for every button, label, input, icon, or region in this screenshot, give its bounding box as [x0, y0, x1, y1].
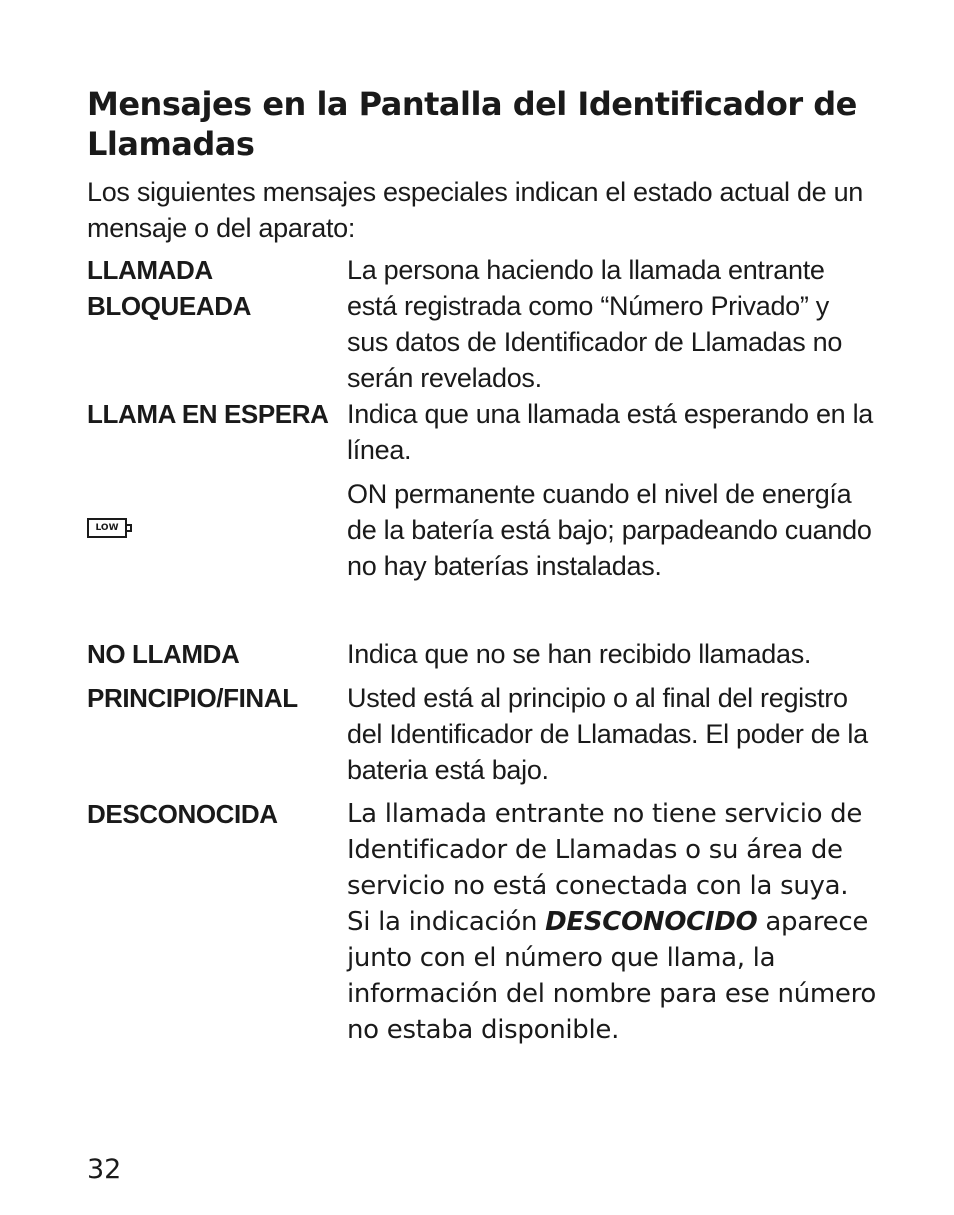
description-text-after: aparece junto con el número que llama, la información del nombre para ese número no estaba disponible.: [347, 907, 877, 1045]
message-term: NO LLAMDA: [87, 639, 240, 669]
message-list: [87, 252, 877, 1048]
intro-paragraph: Los siguientes mensajes especiales indican el estado actual de un mensaje o del aparato:: [87, 177, 864, 243]
message-description: La persona haciendo la llamada entrante está registrada como “Número Privado” y sus datos de Identificador de Llamadas no serán revelados.: [347, 255, 843, 393]
document-page: [87, 84, 877, 1048]
message-description: ON permanente cuando el nivel de energía de la batería está bajo; parpadeando cuando no hay baterías instaladas.: [347, 479, 872, 581]
message-row-llamada-bloqueada: [87, 252, 877, 396]
message-term: DESCONOCIDA: [87, 799, 278, 829]
message-row-desconocida: [87, 796, 877, 1048]
message-row-low-battery: [87, 476, 877, 628]
battery-cap: [127, 524, 132, 532]
message-description: Usted está al principio o al final del registro del Identificador de Llamadas. El poder de la bateria está bajo.: [347, 683, 868, 785]
message-description: Indica que no se han recibido llamadas.: [347, 639, 812, 669]
low-battery-icon: [87, 518, 127, 538]
page-number: 32: [87, 1154, 122, 1185]
message-row-principio-final: [87, 680, 877, 788]
low-battery-label: LOW: [95, 523, 119, 533]
page-title: Mensajes en la Pantalla del Identificador de Llamadas: [87, 85, 857, 163]
message-description: Indica que una llamada está esperando en la línea.: [347, 399, 873, 465]
message-term-icon: [87, 476, 347, 628]
description-text-before: La llamada entrante no tiene servicio de Identificador de Llamadas o su área de servicio no está conectada con la suya. Si la indicación: [347, 799, 863, 937]
description-emphasis: DESCONOCIDO: [545, 907, 758, 937]
message-description: [347, 796, 877, 1048]
message-term: PRINCIPIO/FINAL: [87, 683, 298, 713]
message-term: LLAMADA BLOQUEADA: [87, 255, 251, 321]
message-row-llama-en-espera: [87, 396, 877, 468]
message-row-no-llamda: [87, 636, 877, 672]
message-term: LLAMA EN ESPERA: [87, 399, 329, 429]
